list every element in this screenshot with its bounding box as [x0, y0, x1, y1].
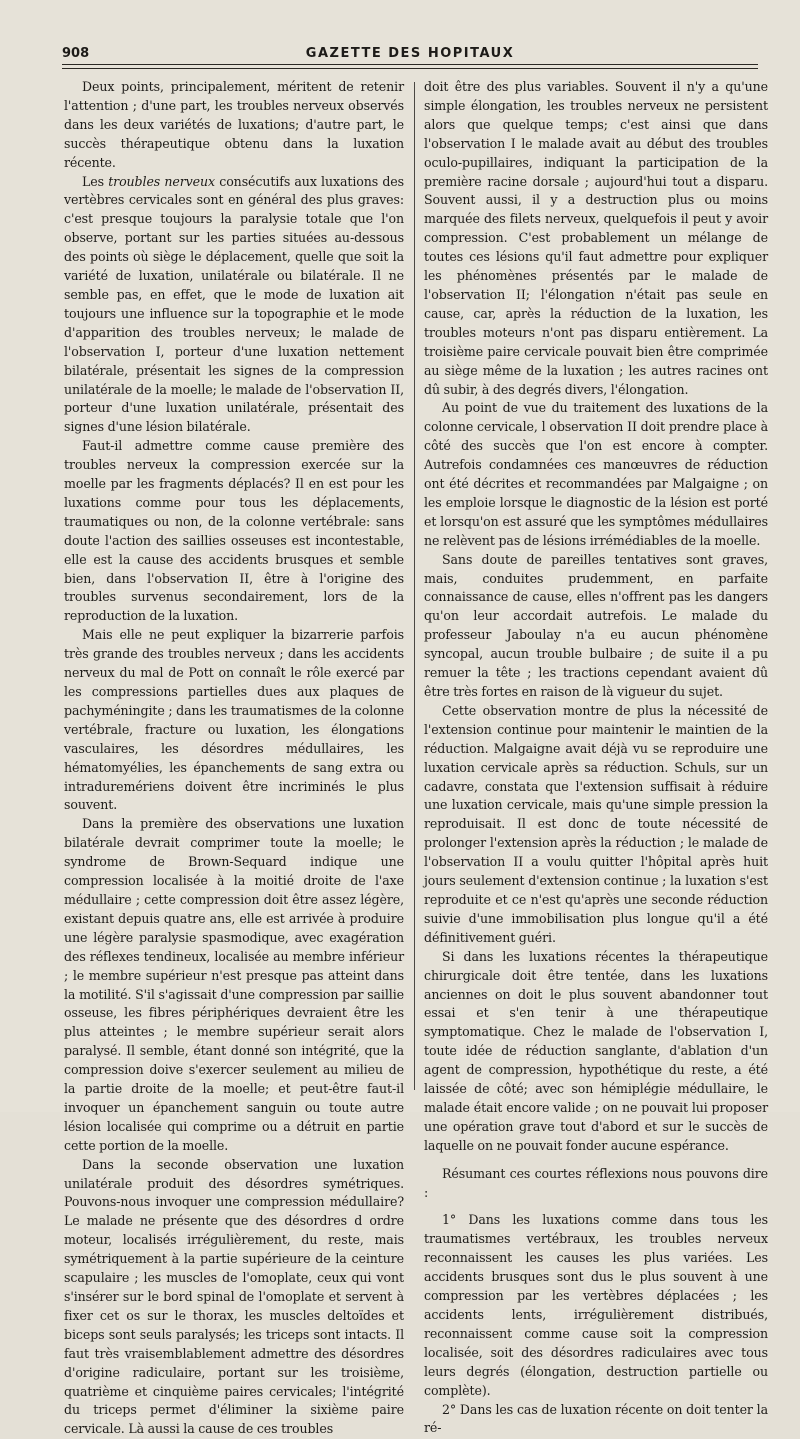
paragraph: Mais elle ne peut expliquer la bizarrerie parfois très grande des troubles nerveux ; dans les accidents nerveux du mal de Pott on connaît le rôle exercé par les compressions partielles dues aux plaques de pachyméningite ; dans les traumatismes de la colonne vertébrale, fracture ou luxation, les élongations vasculaires, les désordres médullaires, les hématomyélies, les épanchements de sang extra ou intraduremériens doivent être incriminés le plus souvent. — [64, 627, 404, 813]
paragraph-body: consécutifs aux luxations des vertèbres cervicales sont en général des plus graves: c'est presque toujours la paralysie totale que l'on observe, portant sur les parties situées au-dessous des points où siège le déplacement, quelle que soit la variété de luxation, unilatérale ou bilatérale. Il ne semble pas, en effet, que le mode de luxation ait toujours une influence sur la topographie et le mode d'apparition des troubles nerveux; le malade de l'observation I, porteur d'une luxation nettement bilatérale, présentait les signes de la compression unilatérale de la moelle; le malade de l'observation II, porteur d'une luxation unilatérale, présentait des signes d'une lésion bilatérale. — [64, 173, 404, 435]
paragraph: doit être des plus variables. Souvent il n'y a qu'une simple élongation, les troubles nerveux ne persistent alors que quelque temps; c'est ainsi que dans l'observation I le malade avait au début des troubles oculo-pupillaires, indiquant la participation de la première racine dorsale ; aujourd'hui tout a disparu. Souvent aussi, il y a destruction plus ou moins marquée des filets nerveux, quelquefois il peut y avoir compression. C'est probablement un mélange de toutes ces lésions qu'il faut admettre pour expliquer les phénomènes présentés par le malade de l'observation II; l'élongation n'était pas seule en cause, car, après la réduction de la luxation, les troubles moteurs n'ont pas disparu entièrement. La troisième paire cervicale pouvait bien être comprimée au siège même de la luxation ; les autres racines ont dû subir, à des degrés divers, l'élongation. — [424, 79, 768, 397]
paragraph: Dans la première des observations une luxation bilatérale devrait comprimer toute la moelle; le syndrome de Brown-Sequard indique une compression localisée à la moitié droite de l'axe médullaire ; cette compression doit être assez légère, existant depuis quatre ans, elle est arrivée à produire une légère paralysie spasmodique, avec exagération des réflexes tendineux, localisée au membre inférieur ; le membre supérieur n'est presque pas atteint dans la motilité. S'il s'agissait d'une compression par saillie osseuse, les fibres périphériques devraient être les plus atteintes ; le membre supérieur serait alors paralysé. Il semble, étant donné son intégrité, que la compression doive s'exercer seulement au milieu de la partie droite de la moelle; et peut-être faut-il invoquer un épanchement sanguin ou toute autre lésion localisée qui comprime ou a détruit en partie cette portion de la moelle. — [64, 816, 404, 1153]
page-header — [62, 36, 758, 76]
paragraph: Dans la seconde observation une luxation unilatérale produit des désordres symétriques. Pouvons-nous invoquer une compression médullaire? Le malade ne présente que des désordres d ordre moteur, localisés irrégulièrement, du reste, mais symétriquement à la partie supérieure de la ceinture scapulaire ; les muscles de l'omoplate, ceux qui vont s'insérer sur le bord spinal de l'omoplate et servent à fixer cet os sur le thorax, les muscles deltoïdes et biceps sont seuls paralysés; les triceps sont intacts. Il faut très vraisemblablement admettre des désordres d'origine radiculaire, portant sur les troisième, quatrième et cinquième paires cervicales; l'intégrité du triceps permet d'éliminer la sixième paire cervicale. Là aussi la cause de ces troubles — [64, 1156, 404, 1437]
paragraph: Si dans les luxations récentes la thérapeutique chirurgicale doit être tentée, dans les luxations anciennes on doit le plus souvent abandonner tout essai et s'en tenir à une thérapeutique symptomatique. Chez le malade de l'observation I, toute idée de réduction sanglante, d'ablation d'un agent de compression, hypothétique du reste, a été laissée de côté; avec son hémiplégie médullaire, le malade était encore valide ; on ne pouvait lui proposer une opération grave tout d'abord et sur le succès de laquelle on ne pouvait fonder aucune espérance. — [424, 948, 768, 1153]
header-rule-thin — [62, 68, 758, 69]
paragraph: Cette observation montre de plus la nécessité de l'extension continue pour maintenir le maintien de la réduction. Malgaigne avait déjà vu se reproduire une luxation cervicale après sa réduction. Schuls, sur un cadavre, constata que l'extension suffisait à réduire une luxation cervicale, mais qu'une simple pression la reproduisait. Il est donc de toute nécessité de prolonger l'extension après la réduction ; le malade de l'observation II a voulu quitter l'hôpital après huit jours seulement d'extension continue ; la luxation s'est reproduite et ce n'est qu'après une seconde réduction suivie d'une immobilisation plus longue qu'il a été définitivement guéri. — [424, 702, 768, 945]
paragraph: Sans doute de pareilles tentatives sont graves, mais, conduites prudemment, en parfaite connaissance de cause, elles n'offrent pas les dangers qu'on leur accordait autrefois. Le malade du professeur Jaboulay n'a eu aucun phénomène syncopal, aucun trouble bulbaire ; de suite il a pu remuer la tête ; les tractions cependant avaient dû être très fortes en raison de là vigueur du sujet. — [424, 551, 768, 699]
conclusion-item: 2° Dans les cas de luxation récente on doit tenter la ré- — [424, 1401, 768, 1436]
page-number: 908 — [62, 46, 90, 61]
paragraph: Au point de vue du traitement des luxations de la colonne cervicale, l observation II doit prendre place à côté des succès que l'on est encore à compter. Autrefois condamnées ces manœuvres de réduction ont été décrites et recommandées par Malgaigne ; on les emploie lorsque le diagnostic de la lésion est porté et lorsqu'on est assuré que les symptômes médullaires ne relèvent pas de lésions irrémédiables de la moelle. — [424, 400, 768, 548]
column-divider — [414, 82, 415, 1090]
paragraph: Faut-il admettre comme cause première des troubles nerveux la compression exercée sur la moelle par les fragments déplacés? Il en est pour les luxations comme pour tous les déplacements, traumatiques ou non, de la colonne vertébrale: sans doute l'action des saillies osseuses est incontestable, elle est la cause des accidents brusques et semble bien, dans l'observation II, être à l'origine des troubles survenus secondairement, lors de la reproduction de la luxation. — [64, 438, 404, 624]
conclusion-item: 1° Dans les luxations comme dans tous les traumatismes vertébraux, les troubles nerveux reconnaissent les causes les plus variées. Les accidents brusques sont dus le plus souvent à une compression par les vertèbres déplacées ; les accidents lents, irrégulièrement distribués, reconnaissent comme cause soit la compression localisée, soit des désordres radiculaires avec tous leurs degrés (élongation, destruction partielle ou complète). — [424, 1212, 768, 1398]
header-rule — [62, 64, 758, 65]
right-column — [424, 78, 768, 1438]
paragraph-emphasis: troubles nerveux — [108, 173, 216, 189]
paragraph — [64, 173, 404, 438]
summary-intro: Résumant ces courtes réflexions nous pouvons dire : — [424, 1165, 768, 1200]
journal-title: GAZETTE DES HOPITAUX — [305, 46, 515, 61]
paragraph: Deux points, principalement, méritent de retenir l'attention ; d'une part, les troubles nerveux observés dans les deux variétés de luxations; d'autre part, le succès thérapeutique obtenu dans la luxation récente. — [64, 79, 404, 170]
left-column — [64, 78, 404, 1439]
paragraph-lead: Les — [82, 173, 109, 189]
